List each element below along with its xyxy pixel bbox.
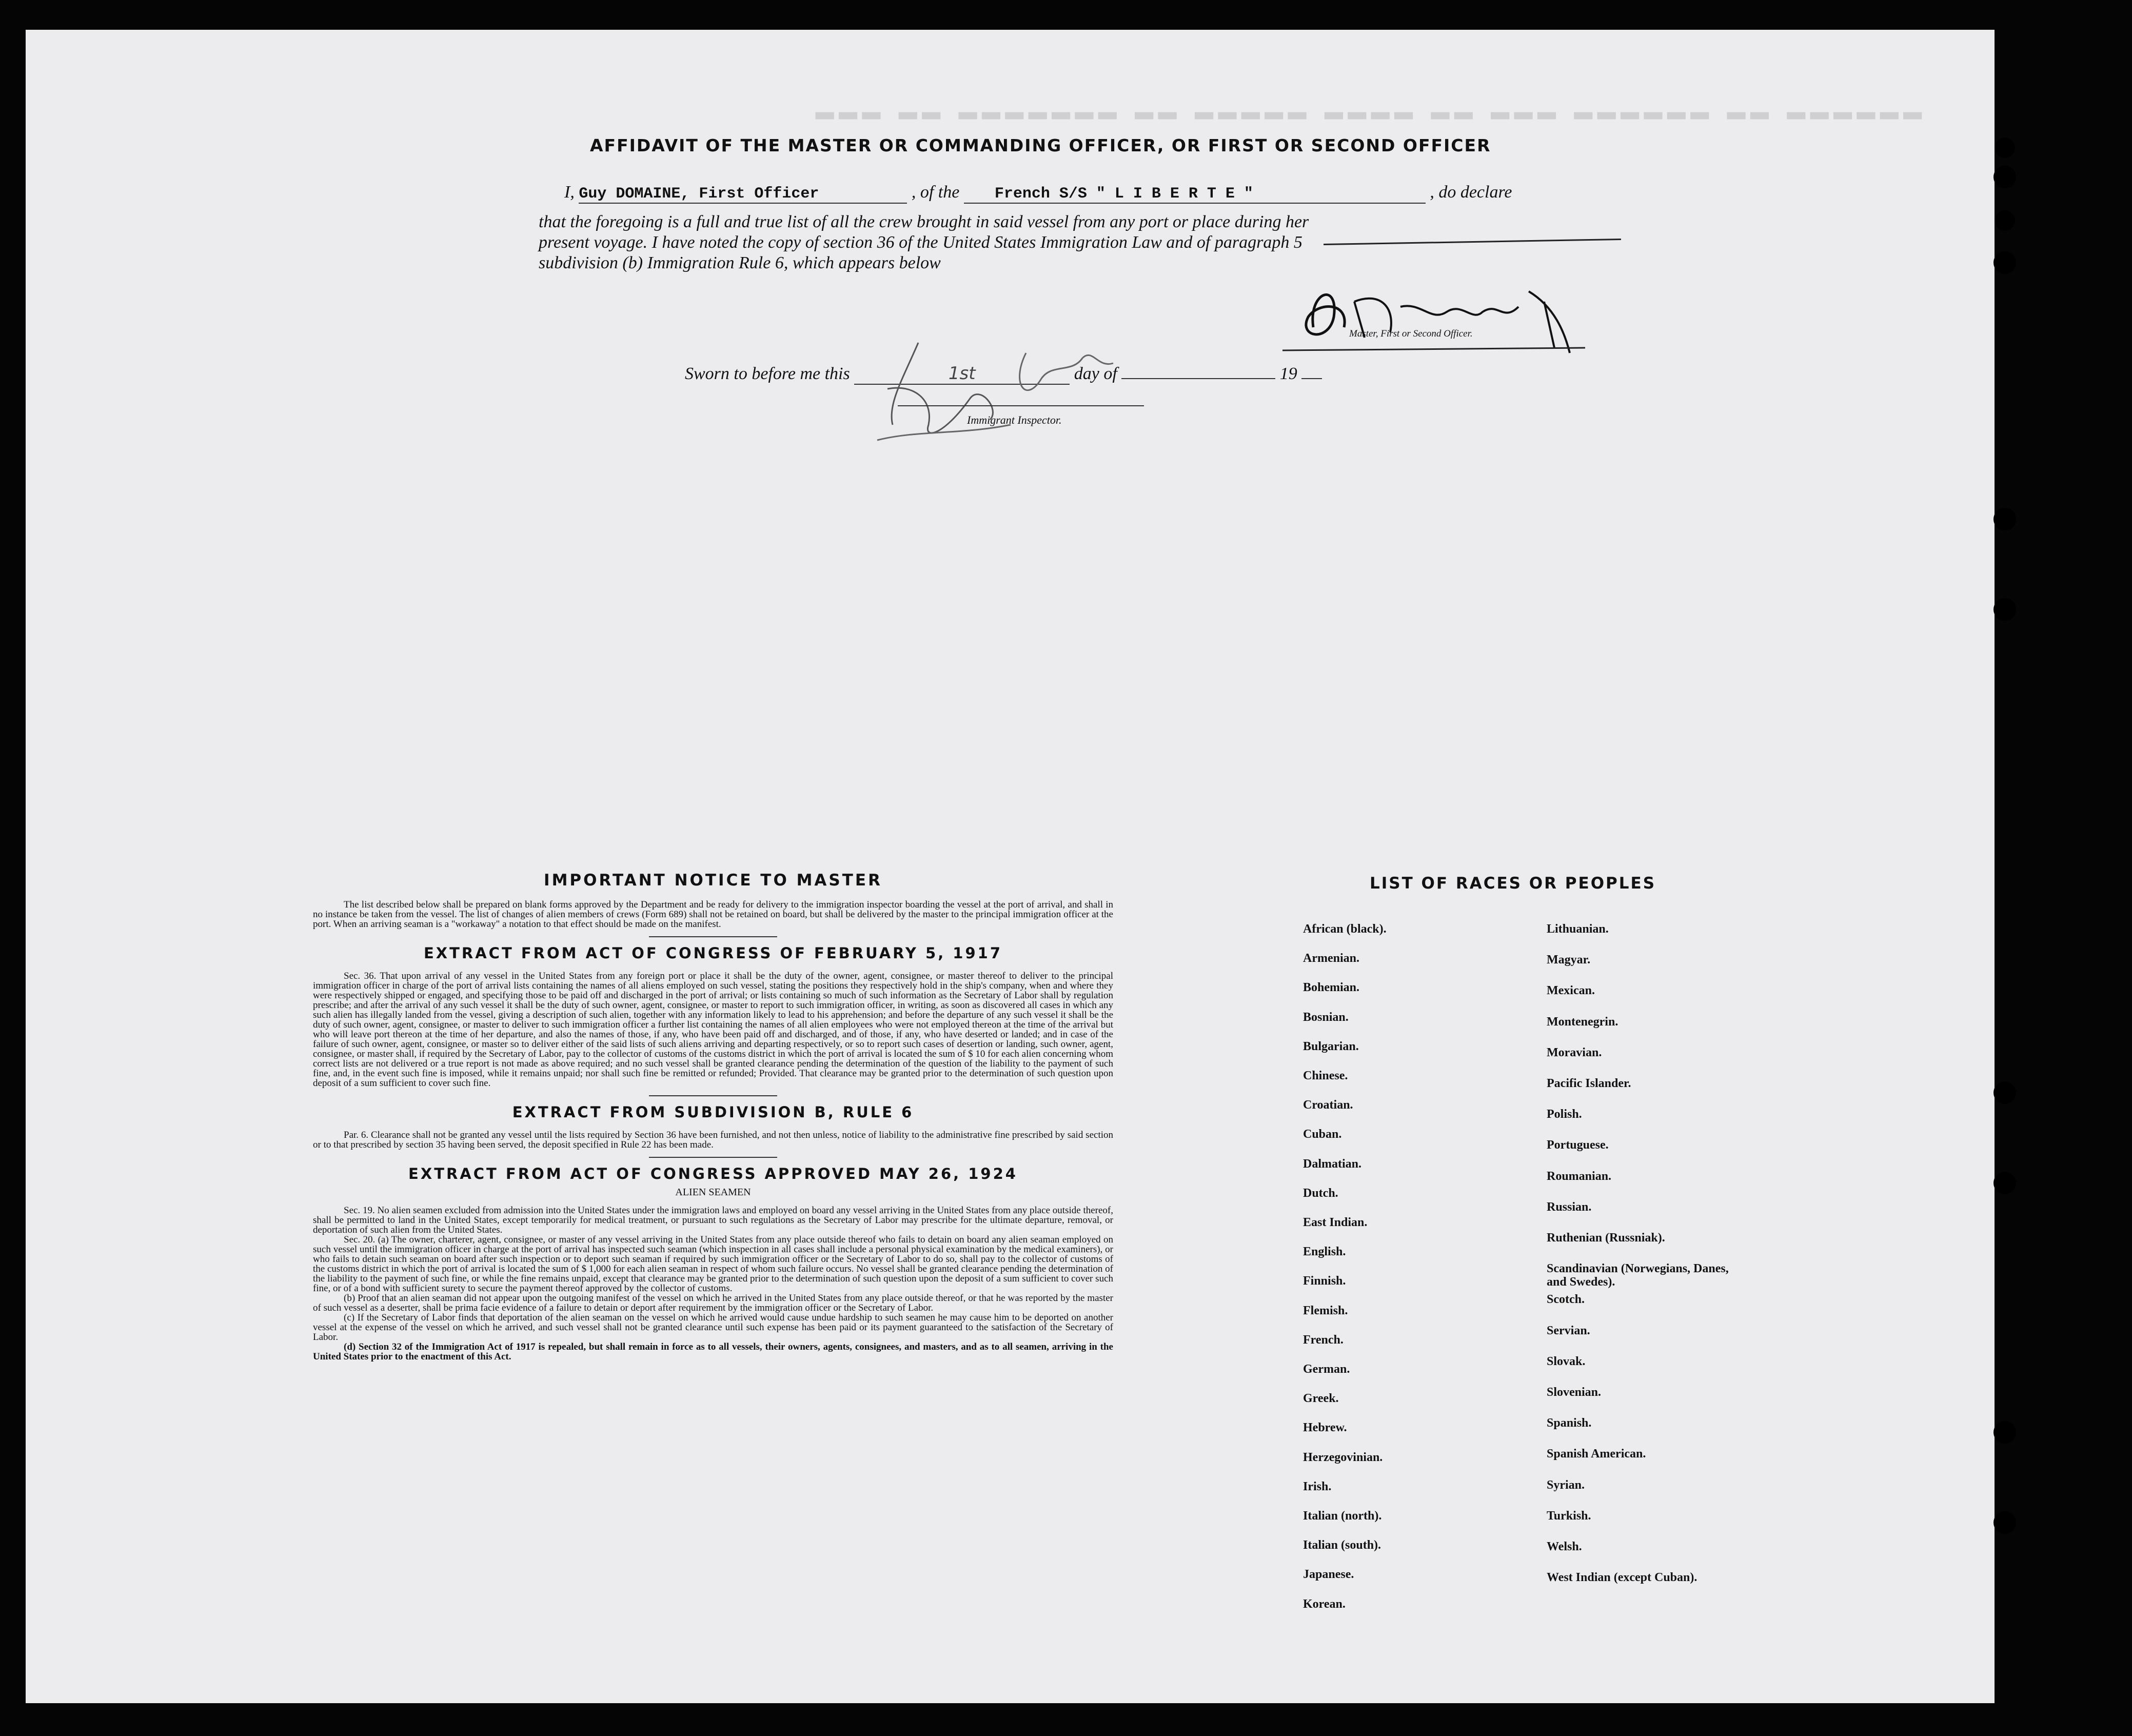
race-item: Bulgarian. [1303,1039,1359,1053]
divider-2 [649,1095,777,1096]
races-title: LIST OF RACES OR PEOPLES [1370,874,1656,893]
divider-1 [649,936,777,937]
race-item: Turkish. [1547,1509,1591,1523]
race-item: French. [1303,1333,1344,1347]
punch-hole [1995,210,2015,231]
race-item: Herzegovinian. [1303,1450,1383,1464]
extract2-title: EXTRACT FROM SUBDIVISION B, RULE 6 [512,1103,914,1121]
race-item: Polish. [1547,1108,1582,1121]
day-of-label: day of [1074,364,1117,383]
inspector-caption: Immigrant Inspector. [967,413,1062,426]
race-item: Chinese. [1303,1069,1348,1082]
extract2-body: Par. 6. Clearance shall not be granted any vessel until the lists required by Section 36 have been furnished, and not then unless, notice of liability to the administrative fine prescribed by said section or to that prescribed by section 35 having been served, the deposit specified in Rule 22 has been made. [313,1130,1113,1150]
race-item: Lithuanian. [1547,922,1609,936]
affidavit-line-3: present voyage. I have noted the copy of section 36 of the United States Immigration Law and of paragraph 5 [539,233,1302,252]
affidavit-i: I, [564,183,575,202]
officer-name-field: Guy DOMAINE, First Officer [579,185,907,204]
punch-hole [1993,508,2016,530]
race-item: Greek. [1303,1392,1339,1406]
sec19-body: Sec. 19. No alien seamen excluded from admission into the United States under the immigration laws and employed on board any vessel arriving in the United States from any place outside thereof, shall be permitted to land in the United States, except temporarily for medical treatment, or pursuant to such regulations as the Secretary of Labor may prescribe for the ultimate departure, removal, or deportation of such alien from the United States. [313,1205,1113,1235]
race-item: Spanish American. [1547,1447,1646,1461]
race-item: Armenian. [1303,952,1359,965]
race-item: Flemish. [1303,1304,1348,1317]
inspector-signature [857,322,1123,450]
punch-hole [1993,1421,2016,1444]
race-item: Finnish. [1303,1274,1346,1288]
strike-through-line [1324,239,1621,245]
race-item: Mexican. [1547,984,1595,998]
punch-hole [1993,1172,2016,1194]
extract1-title: EXTRACT FROM ACT OF CONGRESS OF FEBRUARY 5, 1917 [423,944,1003,962]
of-the-label: , of the [911,183,960,202]
race-item: Korean. [1303,1597,1346,1611]
race-item: Italian (south). [1303,1538,1381,1552]
punch-hole [1993,251,2016,274]
race-item: Cuban. [1303,1128,1342,1141]
affidavit-line-4: subdivision (b) Immigration Rule 6, which appears below [539,253,941,272]
race-item: Japanese. [1303,1568,1354,1582]
race-item: Servian. [1547,1324,1590,1337]
race-item: African (black). [1303,922,1387,936]
document-page [26,30,1995,1703]
race-item: West Indian (except Cuban). [1547,1571,1697,1585]
sworn-month-field [1121,378,1275,379]
sec20c-body: (c) If the Secretary of Labor finds that deportation of the alien seaman on the vessel on which he arrived would cause undue hardship to such seamen he may cause him to be deported on another vessel at the expense of the vessel on which he arrived, and such vessel shall not be granted clearance until such expense has been paid or its payment guaranteed to the satisfaction of the Secretary of Labor. [313,1312,1113,1343]
race-item: Pacific Islander. [1547,1077,1631,1090]
race-item: Croatian. [1303,1098,1353,1112]
race-item: Dutch. [1303,1186,1338,1200]
sworn-year-field [1301,378,1322,379]
race-item: Hebrew. [1303,1421,1347,1435]
extract3-subtitle: ALIEN SEAMEN [675,1187,751,1198]
officer-caption: Master, First or Second Officer. [1349,328,1473,339]
race-item: Syrian. [1547,1478,1585,1492]
do-declare-label: , do declare [1430,183,1512,202]
sec20b-body: (b) Proof that an alien seaman did not appear upon the outgoing manifest of the vessel on which he arrived in the United States from any place outside thereof, or that he was reported by the master of such vessel as a deserter, shall be prima facie evidence of a failure to detain or deport after requirement by the immigration officer or the Secretary of Labor. [313,1293,1113,1313]
race-item: Russian. [1547,1200,1592,1214]
affidavit-line-2: that the foregoing is a full and true list of all the crew brought in said vessel from any port or place during her [539,212,1309,231]
punch-hole [1993,166,2016,188]
sworn-label: Sworn to before me this [685,364,850,383]
extract3-title: EXTRACT FROM ACT OF CONGRESS APPROVED MAY 26, 1924 [408,1165,1018,1182]
punch-hole [1993,1511,2016,1534]
race-item: Portuguese. [1547,1138,1609,1152]
race-item: Italian (north). [1303,1509,1382,1523]
extract1-body: Sec. 36. That upon arrival of any vessel in the United States from any foreign port or place it shall be the duty of the owner, agent, consignee, or master thereof to deliver to the principal immigration officer in charge of the port of arrival lists containing the names of all aliens employed on such vessel, stating the positions they respectively hold in the ship's company, when and where they were respectively shipped or engaged, and specifying those to be paid off and discharged in the port of arrival; or lists containing so much of such information as the Secretary of Labor shall by regulation prescribe; and after the arrival of any such vessel it shall be the duty of such owner, agent, consignee, or master to report to such immigration officer, in writing, as soon as discovered all cases in which any such alien has illegally landed from the vessel, giving a description of such alien, together with any information likely to lead to his apprehension; and before the departure of any such vessel it shall be the duty of such owner, agent, consignee, or master to deliver to such immigration officer a further list containing the names of all alien employees who were not employed thereon at the time of the arrival but who will leave port thereon at the time of her departure, and also the names of those, if any, who have been paid off and discharged, and of those, if any, who have deserted or landed; and in case of the failure of such owner, agent, consignee, or master so to deliver either of the said lists of such aliens arriving and departing respectively, or so to report such cases of desertion or landing, such owner, agent, consignee, or master shall, if required by the Secretary of Labor, pay to the collector of customs of the customs district in which the port of arrival is located the sum of $ 10 for each alien concerning whom correct lists are not delivered or a true report is not made as above required; and no such vessel shall be granted clearance pending the determination of the question of the liability to the payment of such fine, and, in the event such fine is imposed, while it remains unpaid; nor shall such fine be remitted or refunded; Provided. That clearance may be granted prior to the determination of such question upon deposit of a sum sufficient to cover such fine. [313,971,1113,1089]
race-item: Welsh. [1547,1540,1582,1553]
punch-hole [1995,137,2015,158]
sec20d-body: (d) Section 32 of the Immigration Act of 1917 is repealed, but shall remain in force as to all vessels, their owners, agents, consignees, and masters, and as to all seamen, arriving in the United States prior to the enactment of this Act. [313,1342,1113,1362]
officer-signature [1277,271,1595,358]
race-item: Bosnian. [1303,1010,1349,1024]
race-item: Slovak. [1547,1354,1586,1368]
race-item: English. [1303,1245,1346,1259]
race-item: Spanish. [1547,1416,1592,1430]
notice-title: IMPORTANT NOTICE TO MASTER [544,871,882,890]
race-item: East Indian. [1303,1216,1368,1229]
race-item: German. [1303,1363,1350,1376]
divider-3 [649,1157,777,1158]
race-item: Roumanian. [1547,1169,1612,1183]
vessel-name-field: French S/S " L I B E R T E " [964,185,1426,204]
race-item: Bohemian. [1303,981,1360,995]
punch-hole [1993,598,2016,621]
race-item: Magyar. [1547,953,1591,967]
race-item: Slovenian. [1547,1386,1602,1399]
sworn-day-field: 1st [854,363,1070,385]
inspector-signature-line [898,405,1144,406]
race-item: Moravian. [1547,1045,1602,1059]
nineteen-label: 19 [1279,364,1297,383]
race-item: Scotch. [1547,1293,1585,1307]
punch-hole [1993,1081,2016,1104]
notice-column [313,871,1113,1362]
race-item: Montenegrin. [1547,1015,1618,1029]
race-item: Dalmatian. [1303,1157,1361,1171]
race-item: Ruthenian (Russniak). [1547,1231,1665,1245]
affidavit-title: AFFIDAVIT OF THE MASTER OR COMMANDING OFFICER, OR FIRST OR SECOND OFFICER [590,135,1491,155]
notice-body: The list described below shall be prepared on blank forms approved by the Department and be ready for delivery to the immigration inspector boarding the vessel at the port of arrival, and shall in no instance be taken from the vessel. The list of changes of alien members of crews (Form 689) shall not be retained on board, but shall be delivered by the master to the principal immigration officer at the port. When an arriving seaman is a "workaway" a notation to that effect should be made on the manifest. [313,899,1113,930]
race-item: Irish. [1303,1479,1332,1493]
sec20a-body: Sec. 20. (a) The owner, charterer, agent, consignee, or master of any vessel arriving in the United States from any place outside thereof who fails to detain on board any alien seaman employed on such vessel until the immigration officer in charge at the port of arrival has inspected such seaman (which inspection in all cases shall include a personal physical examination by the medical examiners), or who fails to detain such seaman on board after such inspection or to deport such seaman if required by such immigration officer or the Secretary of Labor to do so, shall pay to the collector of customs of the customs district in which the port of arrival is located the sum of $ 1,000 for each alien seaman in respect of whom such failure occurs. No vessel shall be granted clearance pending the determination of the liability to the payment of such fine, or while the fine remains unpaid, except that clearance may be granted prior to the determination of such question upon the deposit of a sum sufficient to cover such fine, or of a bond with sufficient surety to secure the payment thereof approved by the collector of customs. [313,1234,1113,1294]
race-item: Scandinavian (Norwegians, Danes, and Swedes). [1547,1262,1729,1289]
bleed-through-text: ▂▂▂ ▂▂ ▂▂▂▂▂▂▂ ▂▂ ▂▂▂▂▂ ▂▂▂▂ ▂▂ ▂▂▂ ▂▂▂▂▂▂ ▂▂ ▂▂▂▂▂▂ [816,91,1927,119]
affidavit-line-1 [564,183,1512,204]
